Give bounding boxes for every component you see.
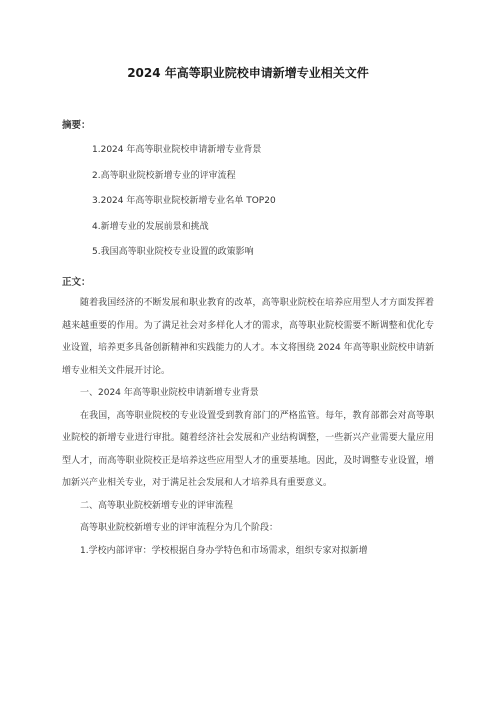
section2-step1: 1.学校内部评审：学校根据自身办学特色和市场需求，组织专家对拟新增 [80,545,368,556]
abstract-item: 3.2024 年高等职业院校新增专业名单 TOP20 [92,196,276,207]
abstract-item: 4.新增专业的发展前景和挑战 [92,221,209,232]
intro-paragraph: 随着我国经济的不断发展和职业教育的改革，高等职业院校在培养应用型人才方面发挥着越来越重要的作用。为了满足社会对多样化人才的需求，高等职业院校需要不断调整和优化专业设置，培养更多具备创新精神和实践能力的人才。本文将围绕 2024 年高等职业院校申请新增专业相关文件展开讨论。 [62,298,434,376]
abstract-label: 摘要： [62,120,91,131]
abstract-list [62,144,434,259]
body-label: 正文： [62,277,91,288]
body-section [62,276,434,562]
abstract-item: 1.2024 年高等职业院校申请新增专业背景 [92,145,262,155]
section2-intro: 高等职业院校新增专业的评审流程分为几个阶段： [80,523,279,533]
abstract-item: 5.我国高等职业院校专业设置的政策影响 [92,247,254,258]
document-title: 2024 年高等职业院校申请新增专业相关文件 [127,66,369,80]
section1-heading: 一、2024 年高等职业院校申请新增专业背景 [80,388,259,398]
section1-paragraph: 在我国，高等职业院校的专业设置受到教育部门的严格监管。每年，教育部都会对高等职业院校的新增专业进行审批。随着经济社会发展和产业结构调整，一些新兴产业需要大量应用型人才，而高等职业院校正是培养这些应用型人才的重要基地。因此，及时调整专业设置，增加新兴产业相关专业，对于满足社会发展和人才培养具有重要意义。 [62,410,434,488]
abstract-item: 2.高等职业院校新增专业的评审流程 [92,170,236,181]
section2-heading: 二、高等职业院校新增专业的评审流程 [80,500,234,511]
abstract-section [62,119,434,272]
